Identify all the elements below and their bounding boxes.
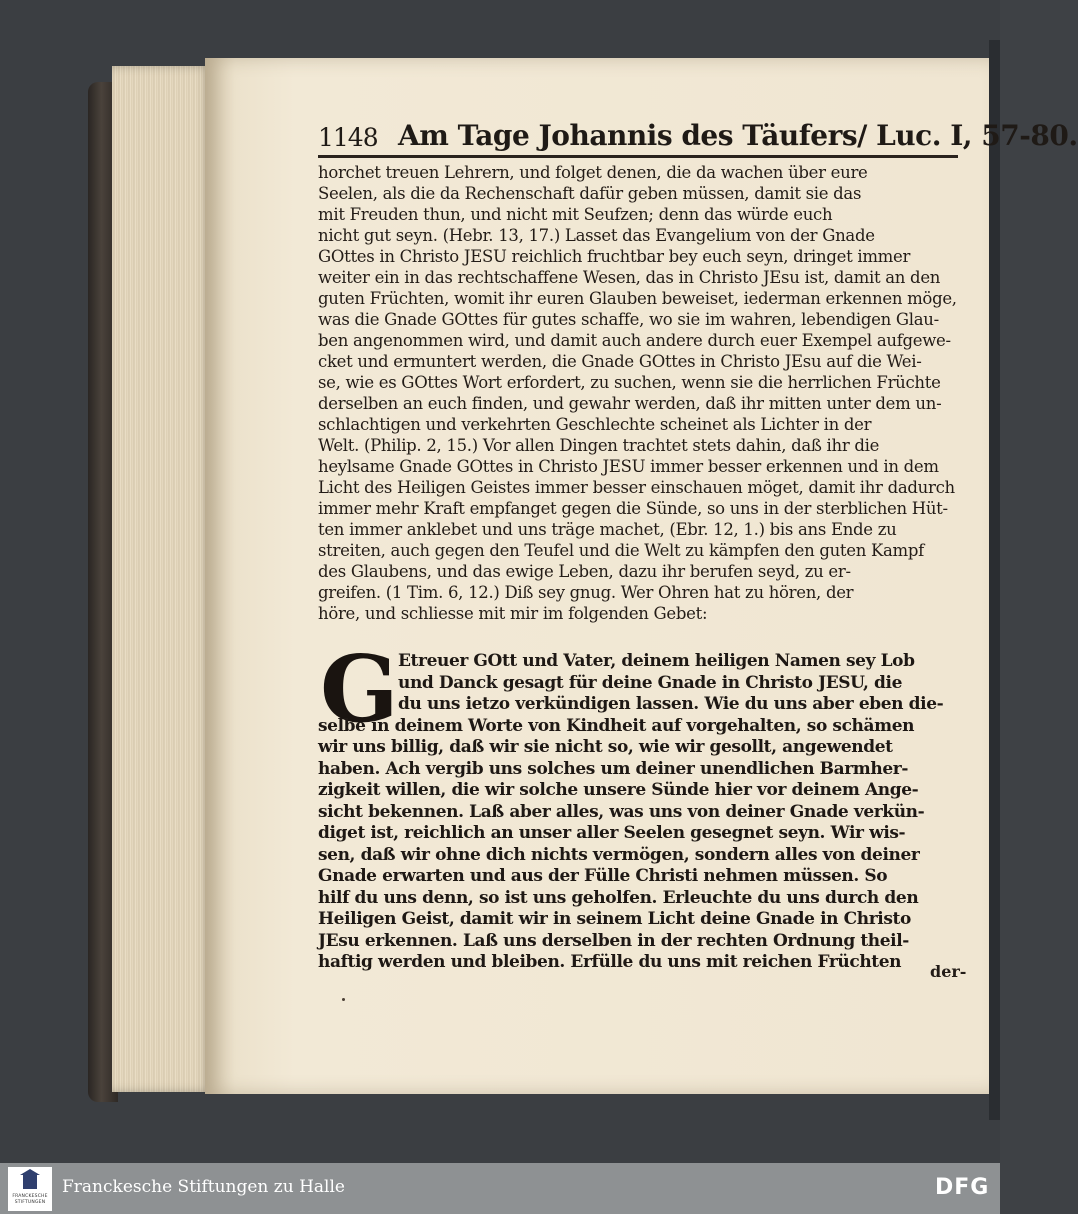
dfg-logo[interactable]: DFG (935, 1175, 990, 1200)
prayer-line: sicht bekennen. Laß aber alles, was uns von deiner Gnade verkün- (318, 801, 925, 822)
prayer-line: selbe in deinem Worte von Kindheit auf vorgehalten, so schämen (318, 715, 915, 736)
prayer-line: Etreuer GOtt und Vater, deinem heiligen Namen sey Lob (398, 651, 915, 671)
page-mark (342, 998, 345, 1001)
text-line: GOttes in Christo JESU reichlich fruchtbar bey euch seyn, dringet immer (318, 247, 911, 266)
text-line: schlachtigen und verkehrten Geschlechte scheinet als Lichter in der (318, 415, 872, 434)
text-line: derselben an euch finden, und gewahr werden, daß ihr mitten unter dem un- (318, 394, 942, 413)
prayer-line: diget ist, reichlich an unser aller Seelen gesegnet seyn. Wir wis- (318, 823, 906, 843)
gutter-shadow (989, 40, 1000, 1120)
prayer-line: Gnade erwarten und aus der Fülle Christi nehmen müssen. So (318, 866, 888, 886)
prayer-line: du uns ietzo verkündigen lassen. Wie du uns aber eben die- (398, 694, 944, 714)
viewer-footer (0, 1163, 1000, 1214)
text-line: heylsame Gnade GOttes in Christo JESU immer besser erkennen und in dem (318, 457, 939, 476)
franckesche-logo[interactable] (8, 1167, 52, 1211)
prayer-line: Heiligen Geist, damit wir in seinem Licht deine Gnade in Christo (318, 909, 911, 929)
text-line: des Glaubens, und das ewige Leben, dazu ihr berufen seyd, zu er- (318, 562, 851, 581)
logo-text: FRANCKESCHE STIFTUNGEN (12, 1194, 48, 1205)
text-line: Seelen, als die da Rechenschaft dafür geben müssen, damit sie das (318, 184, 862, 203)
page-header (318, 117, 1078, 157)
page-edges (112, 66, 212, 1092)
prayer-line: wir uns billig, daß wir sie nicht so, wie wir gesollt, angewendet (318, 737, 893, 757)
prayer-line: haftig werden und bleiben. Erfülle du uns mit reichen Früchten (318, 952, 902, 972)
text-line: immer mehr Kraft empfanget gegen die Sünde, so uns in der sterblichen Hüt- (318, 499, 948, 518)
text-line: weiter ein in das rechtschaffene Wesen, das in Christo JEsu ist, damit an den (318, 268, 941, 287)
catchword: der- (930, 962, 967, 981)
text-line: Welt. (Philip. 2, 15.) Vor allen Dingen trachtet stets dahin, daß ihr die (318, 436, 880, 455)
body-text (318, 162, 958, 624)
text-line: mit Freuden thun, und nicht mit Seufzen; denn das würde euch (318, 205, 833, 224)
text-line: höre, und schliesse mit mir im folgenden Gebet: (318, 604, 708, 623)
prayer-line: zigkeit willen, die wir solche unsere Sünde hier vor deinem Ange- (318, 780, 919, 800)
logo-building-icon (23, 1173, 37, 1189)
drop-cap: G (320, 635, 399, 743)
text-line: greifen. (1 Tim. 6, 12.) Diß sey gnug. Wer Ohren hat zu hören, der (318, 583, 854, 602)
text-line: cket und ermuntert werden, die Gnade GOttes in Christo JEsu auf die Wei- (318, 352, 922, 371)
text-line: se, wie es GOttes Wort erfordert, zu suchen, wenn sie die herrlichen Früchte (318, 373, 941, 392)
prayer-line: sen, daß wir ohne dich nichts vermögen, sondern alles von deiner (318, 844, 920, 865)
text-line: nicht gut seyn. (Hebr. 13, 17.) Lasset das Evangelium von der Gnade (318, 226, 875, 245)
text-line: ben angenommen wird, und damit auch andere durch euer Exempel aufgewe- (318, 331, 951, 350)
text-line: streiten, auch gegen den Teufel und die Welt zu kämpfen den guten Kampf (318, 541, 924, 560)
prayer-line: hilf du uns denn, so ist uns geholfen. Erleuchte du uns durch den (318, 887, 919, 908)
prayer-text (318, 651, 958, 974)
text-line: guten Früchten, womit ihr euren Glauben beweiset, iederman erkennen möge, (318, 289, 957, 308)
text-line: horchet treuen Lehrern, und folget denen, die da wachen über eure (318, 163, 868, 182)
institution-link[interactable]: Franckesche Stiftungen zu Halle (62, 1177, 345, 1197)
prayer-line: und Danck gesagt für deine Gnade in Christo JESU, die (398, 672, 903, 693)
text-line: Licht des Heiligen Geistes immer besser einschauen möget, damit ihr dadurch (318, 478, 955, 497)
text-line: was die Gnade GOttes für gutes schaffe, wo sie im wahren, lebendigen Glau- (318, 310, 939, 329)
prayer-line: haben. Ach vergib uns solches um deiner unendlichen Barmher- (318, 758, 908, 779)
header-rule (318, 155, 958, 158)
text-line: ten immer anklebet und uns träge machet, (Ebr. 12, 1.) bis ans Ende zu (318, 520, 897, 539)
page-number: 1148 (318, 123, 378, 152)
running-head: Am Tage Johannis des Täufers/ Luc. I, 57-80. (398, 119, 1078, 152)
prayer-line: JEsu erkennen. Laß uns derselben in der rechten Ordnung theil- (318, 930, 909, 951)
